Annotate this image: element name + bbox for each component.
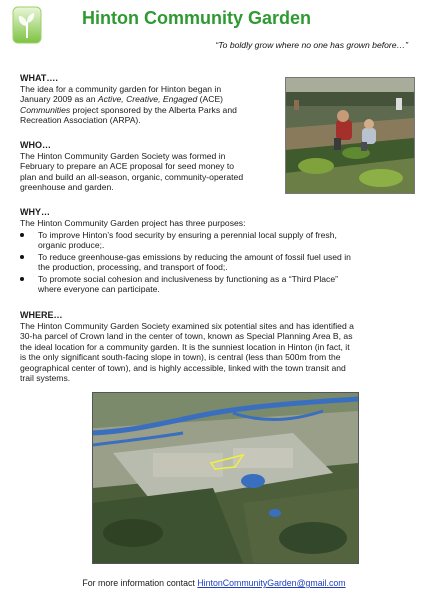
where-line: the ideal location for a community garden. It is the sunniest location in Hinton (in fact, it [20, 341, 350, 352]
page-title: Hinton Community Garden [82, 8, 311, 28]
bullet-icon [20, 233, 24, 237]
why-heading: WHY… [20, 207, 50, 217]
bullet-icon [20, 277, 24, 281]
bullet-line: To promote social cohesion and inclusiveness by functioning as a “Third Place” [38, 273, 338, 284]
communities-italic-text: Communities [20, 104, 71, 115]
where-line: trail systems. [20, 373, 71, 384]
bullet-icon [20, 255, 24, 259]
bullet-line: To improve Hinton’s food security by ensuring a perennial local supply of fresh, [38, 230, 337, 240]
where-paragraph [20, 321, 354, 383]
list-item [20, 252, 351, 273]
who-line: February to prepare an ACE proposal for seed money to [20, 161, 235, 172]
why-intro [20, 218, 245, 228]
where-line: 30-ha parcel of Crown land in the center of town, known as Special Planning Area B, as [20, 331, 353, 342]
where-line: geographical center of town), and is highly accessible, linked with the town transit and [20, 362, 346, 373]
who-paragraph [20, 151, 243, 193]
bullet-line: To reduce greenhouse-gas emissions by reducing the amount of fossil fuel used in [38, 251, 351, 262]
what-line: The idea for a community garden for Hinton began in [20, 84, 222, 94]
what-line: Recreation Association (ARPA). [20, 115, 141, 126]
what-text: (ACE) [197, 94, 224, 105]
garden-logo-icon [12, 6, 42, 44]
who-line: greenhouse and garden. [20, 182, 114, 193]
list-item [20, 274, 351, 295]
where-heading: WHERE… [20, 310, 63, 320]
bullet-line: organic produce;. [38, 240, 105, 251]
what-text: project sponsored by the Alberta Parks and [70, 104, 237, 115]
tagline: “To boldly grow where no one has grown before…” [215, 40, 408, 50]
garden-photo [285, 77, 415, 194]
where-line: is the only significant south-facing slope in town), is central (less than 500m from the [20, 352, 341, 363]
bullet-line: the production, processing, and transport of food;. [38, 262, 228, 273]
what-heading: WHAT…. [20, 73, 58, 83]
contact-email-link[interactable]: HintonCommunityGarden@gmail.com [197, 578, 346, 588]
who-heading: WHO… [20, 140, 51, 150]
why-intro-line: The Hinton Community Garden project has three purposes: [20, 218, 246, 228]
aerial-map-image [93, 393, 358, 563]
where-line: The Hinton Community Garden Society examined six potential sites and has identified a [20, 321, 354, 331]
who-line: The Hinton Community Garden Society was formed in [20, 151, 226, 161]
aerial-site-image [92, 392, 359, 564]
ace-italic-text: Active, Creative, Engaged [97, 94, 198, 105]
garden-photo-image [286, 78, 414, 193]
what-line [20, 94, 237, 104]
purpose-list [20, 230, 351, 295]
bullet-line: where everyone can participate. [38, 284, 160, 295]
what-line [20, 105, 237, 115]
contact-footer [0, 578, 428, 588]
what-text: January 2009 as an [20, 94, 98, 105]
list-item [20, 230, 351, 251]
contact-text: For more information contact [82, 578, 198, 588]
who-line: plan and build an all-season, organic, community-operated [20, 171, 244, 182]
what-paragraph [20, 84, 237, 126]
